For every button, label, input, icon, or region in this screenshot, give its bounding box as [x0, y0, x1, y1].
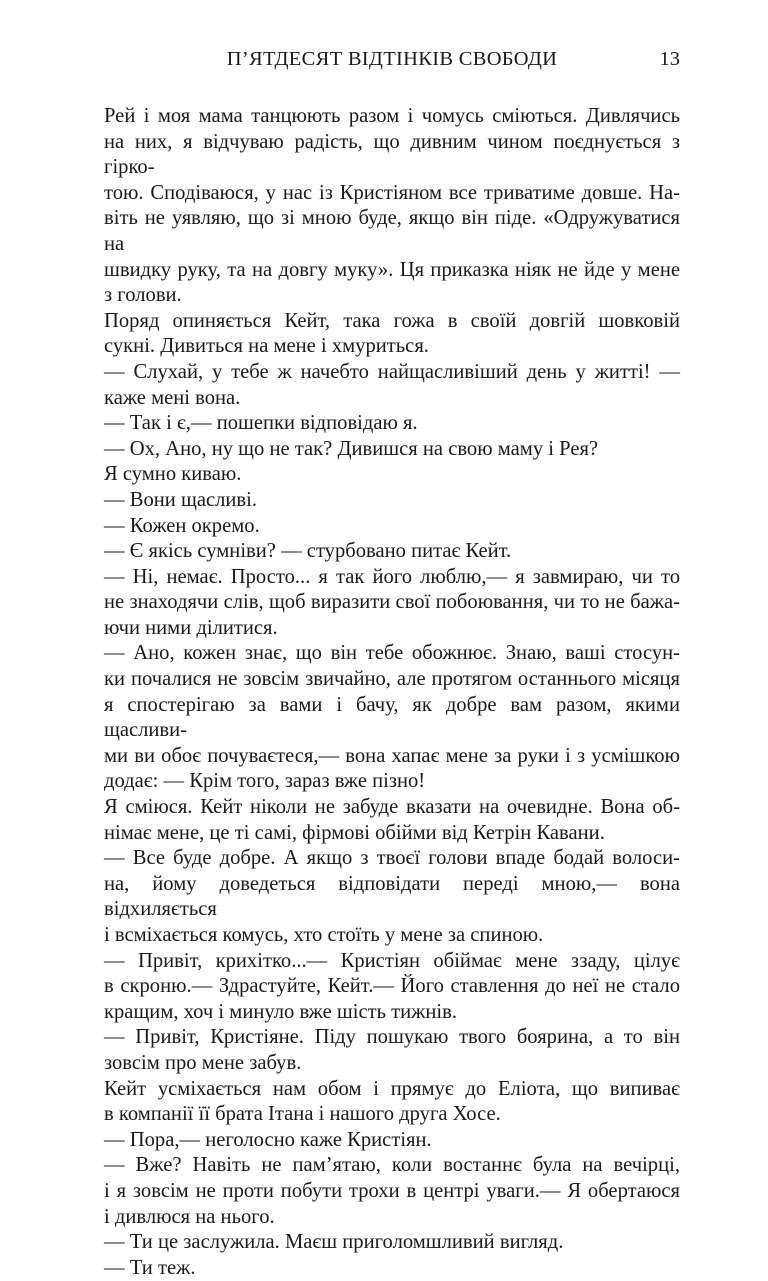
text-line: — Пора,— неголосно каже Кристіян. — [104, 1128, 432, 1151]
text-line: швидку руку, та на довгу муку». Ця приказка ніяк не йде у мене — [104, 258, 680, 281]
text-line: — Привіт, Кристіяне. Піду пошукаю твого боярина, а то він — [104, 1026, 680, 1049]
text-line: і всміхається комусь, хто стоїть у мене за спиною. — [104, 924, 544, 946]
text-line: Кейт усміхається нам обом і прямує до Еліота, що випиває — [104, 1077, 680, 1100]
text-line: в компанії її брата Ітана і нашого друга Хосе. — [104, 1103, 501, 1126]
text-line: ки почалися не зовсім звичайно, але протягом останнього місяця — [104, 668, 680, 691]
body-text — [104, 104, 680, 1281]
text-line: і я зовсім не проти побути трохи в центрі уваги.— Я обертаюся — [104, 1179, 680, 1202]
running-title: П’ЯТДЕСЯТ ВІДТІНКІВ СВОБОДИ — [226, 48, 558, 70]
text-line: — Все буде добре. А якщо з твоєї голови впаде бодай волоси- — [104, 847, 680, 870]
text-line: ми ви обоє почуваєтеся,— вона хапає мене за руки і з усмішкою — [104, 744, 680, 767]
page-number: 13 — [659, 48, 680, 70]
text-line: — Вже? Навіть не пам’ятаю, коли востаннє була на вечірці, — [104, 1154, 680, 1177]
text-line: — Ано, кожен знає, що він тебе обожнює. Знаю, ваші стосун- — [104, 642, 680, 665]
text-line: — Є якісь сумніви? — стурбовано питає Кейт. — [104, 540, 512, 563]
text-line: і дивлюся на нього. — [104, 1205, 275, 1228]
text-line: я спостерігаю за вами і бачу, як добре вам разом, якими щасливи- — [104, 693, 680, 742]
text-line: з голови. — [104, 284, 182, 307]
text-line: Я сміюся. Кейт ніколи не забуде вказати на очевидне. Вона об- — [104, 796, 680, 819]
text-line: — Привіт, крихітко...— Кристіян обіймає мене ззаду, цілує — [104, 949, 680, 972]
text-line: на, йому доведеться відповідати переді мною,— вона відхиляється — [104, 872, 680, 921]
text-line: Я сумно киваю. — [104, 463, 242, 486]
text-line: — Так і є,— пошепки відповідаю я. — [104, 412, 418, 435]
text-line: не знаходячи слів, щоб виразити свої побоювання, чи то не бажа- — [104, 591, 680, 614]
page-header — [104, 48, 680, 78]
text-line: додає: — Крім того, зараз вже пізно! — [104, 770, 426, 793]
text-line: віть не уявляю, що зі мною буде, якщо він піде. «Одружуватися на — [104, 207, 680, 255]
text-line: Рей і моя мама танцюють разом і чомусь сміються. Дивлячись — [104, 105, 680, 127]
text-line: — Слухай, у тебе ж начебто найщасливіший день у житті! — — [104, 360, 680, 383]
text-line: в скроню.— Здрастуйте, Кейт.— Його ставлення до неї не стало — [104, 975, 680, 998]
text-line: ючи ними ділитися. — [104, 616, 278, 639]
text-line: зовсім про мене забув. — [104, 1051, 302, 1074]
text-line: — Ти теж. — [104, 1256, 196, 1279]
text-line: — Ти це заслужила. Маєш приголомшливий вигляд. — [104, 1231, 564, 1254]
text-line: — Ні, немає. Просто... я так його люблю,— я завмираю, чи то — [104, 565, 680, 588]
text-line: кращим, хоч і минуло вже шість тижнів. — [104, 1000, 457, 1023]
text-line: — Ох, Ано, ну що не так? Дивишся на свою маму і Рея? — [104, 437, 599, 460]
text-line: — Кожен окремо. — [104, 514, 260, 537]
text-line: Поряд опиняється Кейт, така гожа в своїй довгій шовковій — [104, 309, 680, 332]
text-line: тою. Сподіваюся, у нас із Кристіяном все триватиме довше. На- — [104, 181, 680, 204]
text-line: — Вони щасливі. — [104, 488, 257, 511]
text-line: німає мене, це ті самі, фірмові обійми від Кетрін Кавани. — [104, 821, 605, 844]
text-line: на них, я відчуваю радість, що дивним чином поєднується з гірко- — [104, 130, 680, 179]
text-line: каже мені вона. — [104, 386, 241, 409]
text-line: сукні. Дивиться на мене і хмуриться. — [104, 335, 429, 358]
